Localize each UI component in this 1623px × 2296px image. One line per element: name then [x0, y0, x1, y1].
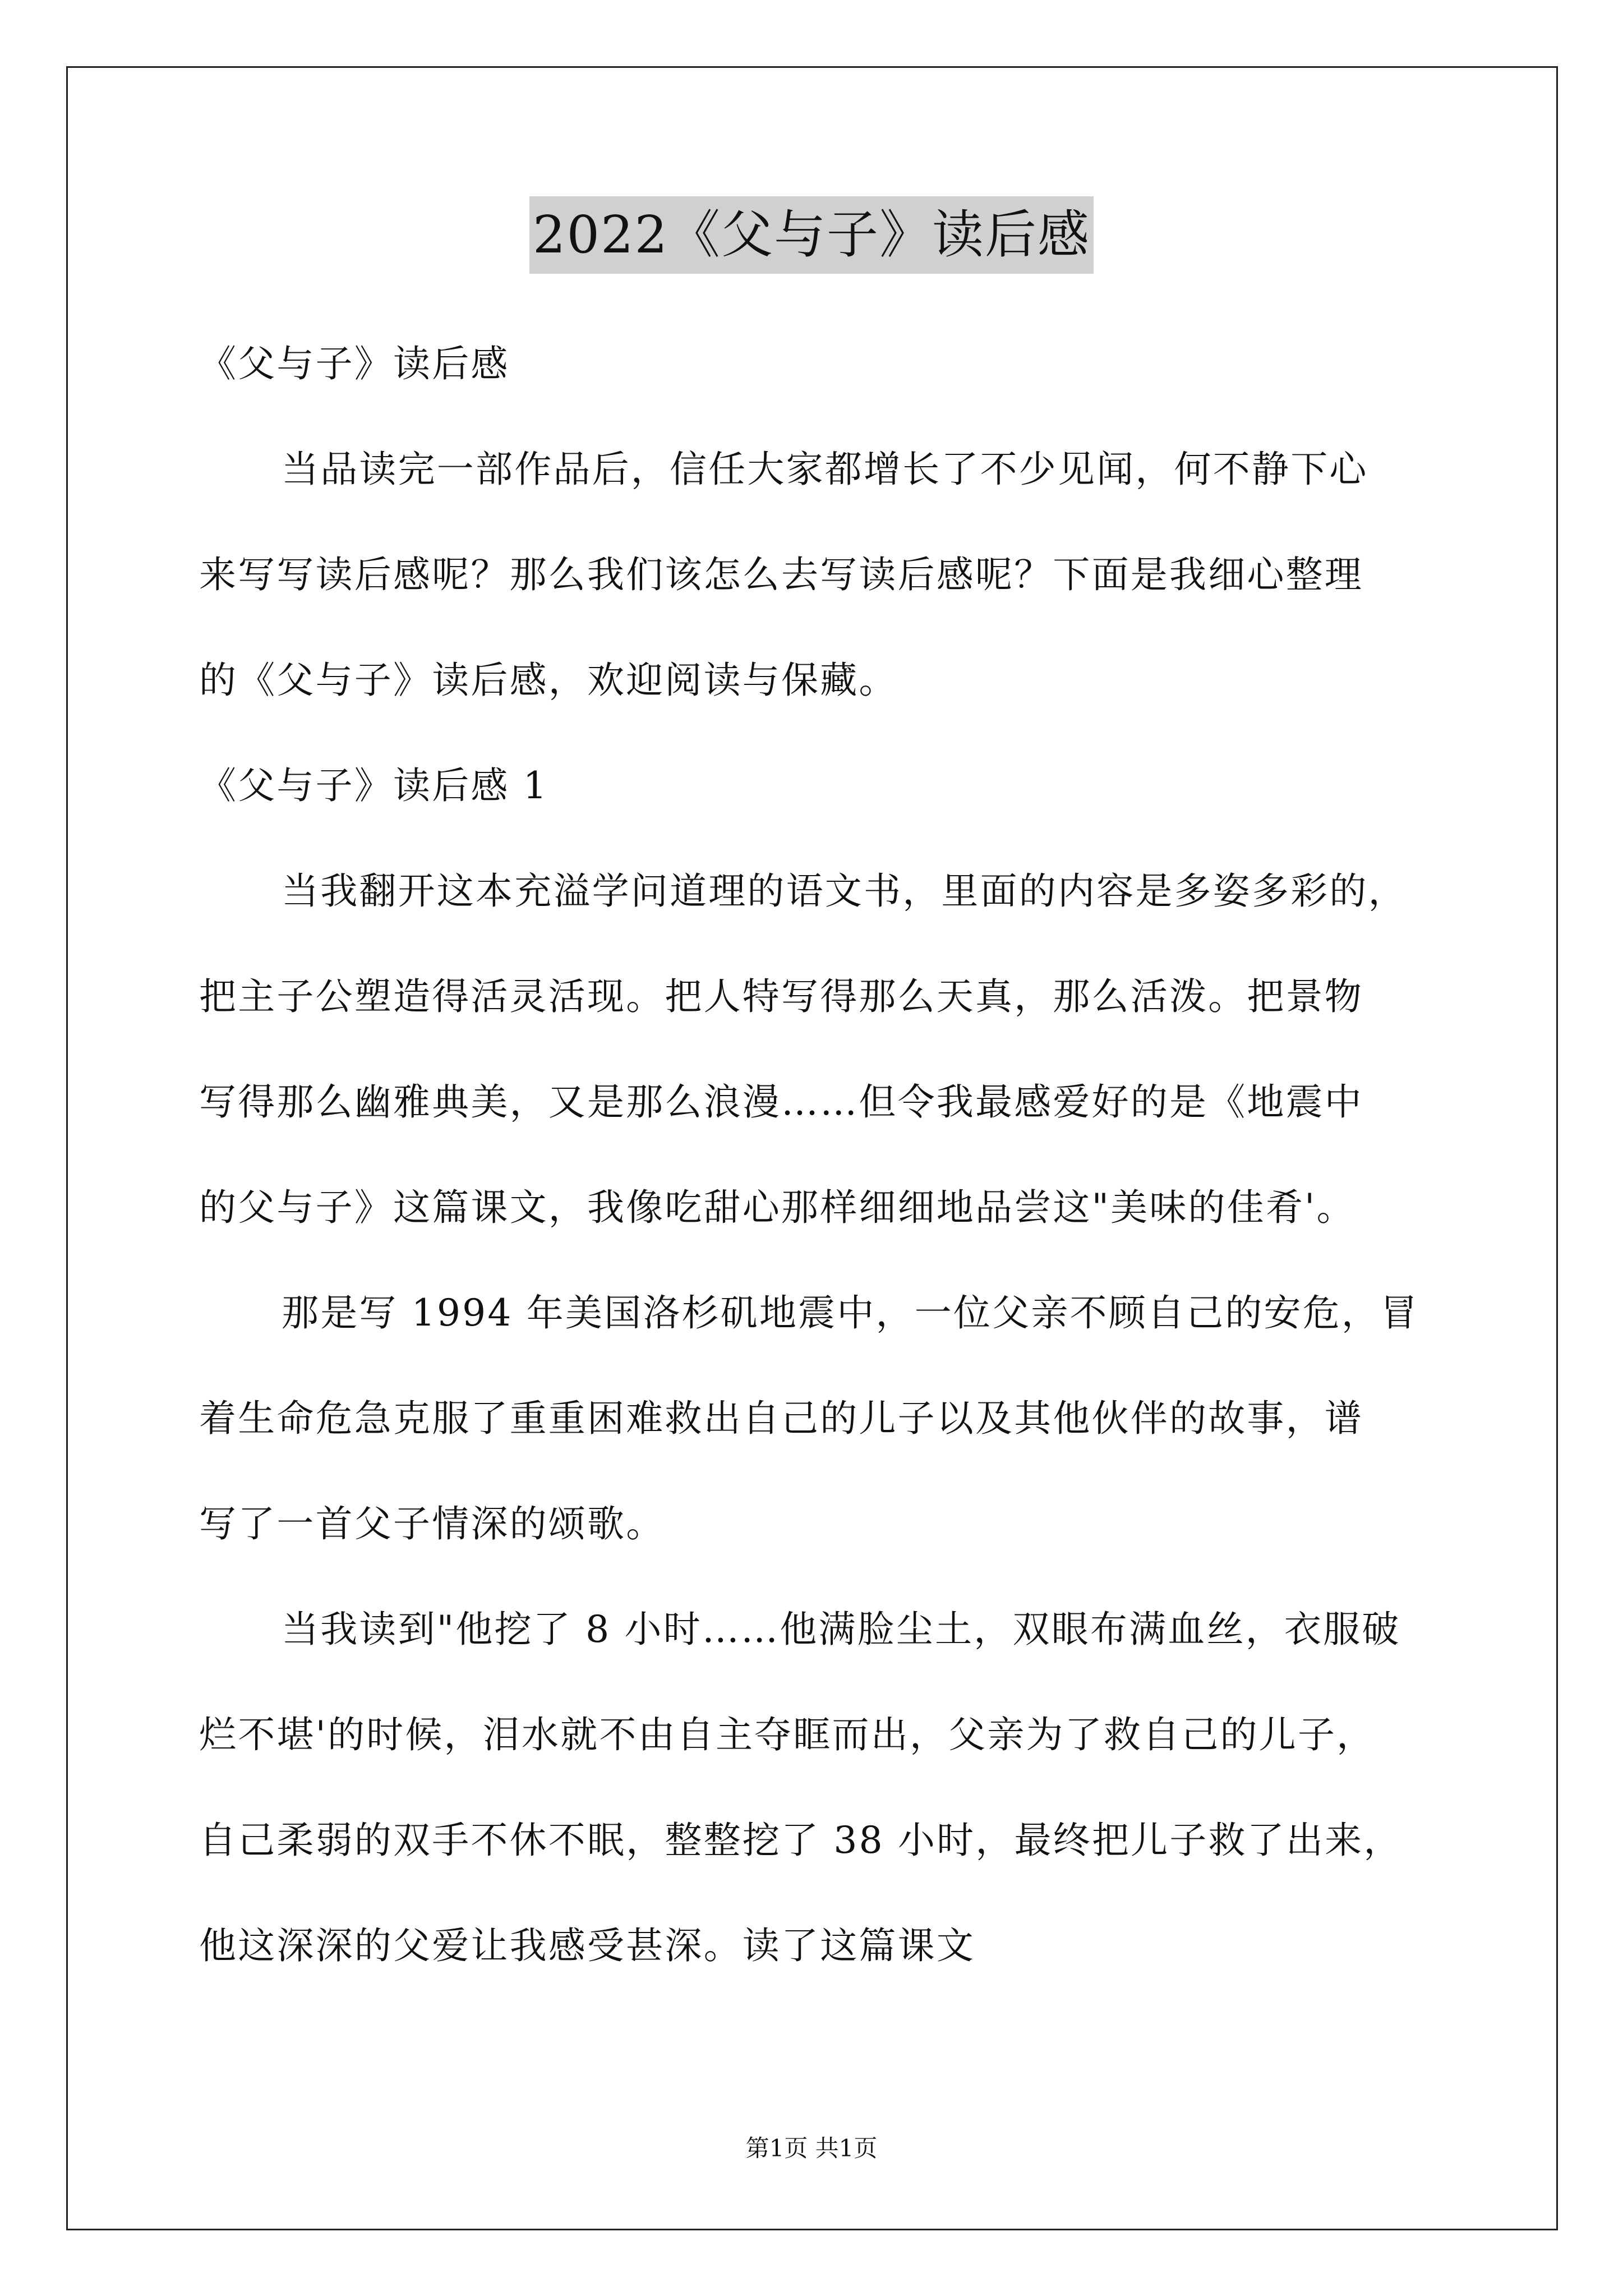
page-title: 2022《父与子》读后感 [529, 196, 1094, 274]
text-line: 他这深深的父爱让我感受甚深。读了这篇课文 [199, 1924, 975, 1967]
text-line: 当我读到"他挖了 8 小时……他满脸尘土，双眼布满血丝，衣服破 [282, 1608, 1401, 1651]
text-line: 的《父与子》读后感，欢迎阅读与保藏。 [199, 659, 898, 702]
text-line: 自己柔弱的双手不休不眠，整整挖了 38 小时，最终把儿子救了出来， [199, 1819, 1403, 1862]
text-line: 当品读完一部作品后，信任大家都增长了不少见闻，何不静下心 [282, 448, 1368, 491]
text-line: 那是写 1994 年美国洛杉矶地震中，一位父亲不顾自己的安危，冒 [282, 1291, 1419, 1335]
text-line: 写得那么幽雅典美，又是那么浪漫……但令我最感爱好的是《地震中 [199, 1080, 1363, 1124]
text-line: 当我翻开这本充溢学问道理的语文书，里面的内容是多姿多彩的， [282, 869, 1407, 913]
title-container [0, 196, 1623, 274]
text-line: 《父与子》读后感 [199, 342, 510, 385]
text-line: 烂不堪'的时候，泪水就不由自主夺眶而出，父亲为了救自己的儿子， [199, 1713, 1376, 1756]
text-line: 的父与子》这篇课文，我像吃甜心那样细细地品尝这"美味的佳肴'。 [199, 1186, 1355, 1229]
text-line: 《父与子》读后感 1 [199, 764, 548, 807]
document-body [199, 311, 1438, 1999]
text-line: 着生命危急克服了重重困难救出自己的儿子以及其他伙伴的故事，谱 [199, 1397, 1363, 1440]
text-line: 来写写读后感呢？那么我们该怎么去写读后感呢？下面是我细心整理 [199, 553, 1363, 596]
text-line: 把主子公塑造得活灵活现。把人特写得那么天真，那么活泼。把景物 [199, 975, 1363, 1018]
text-line: 写了一首父子情深的颂歌。 [199, 1502, 665, 1545]
page-footer: 第1页 共1页 [745, 2134, 878, 2162]
